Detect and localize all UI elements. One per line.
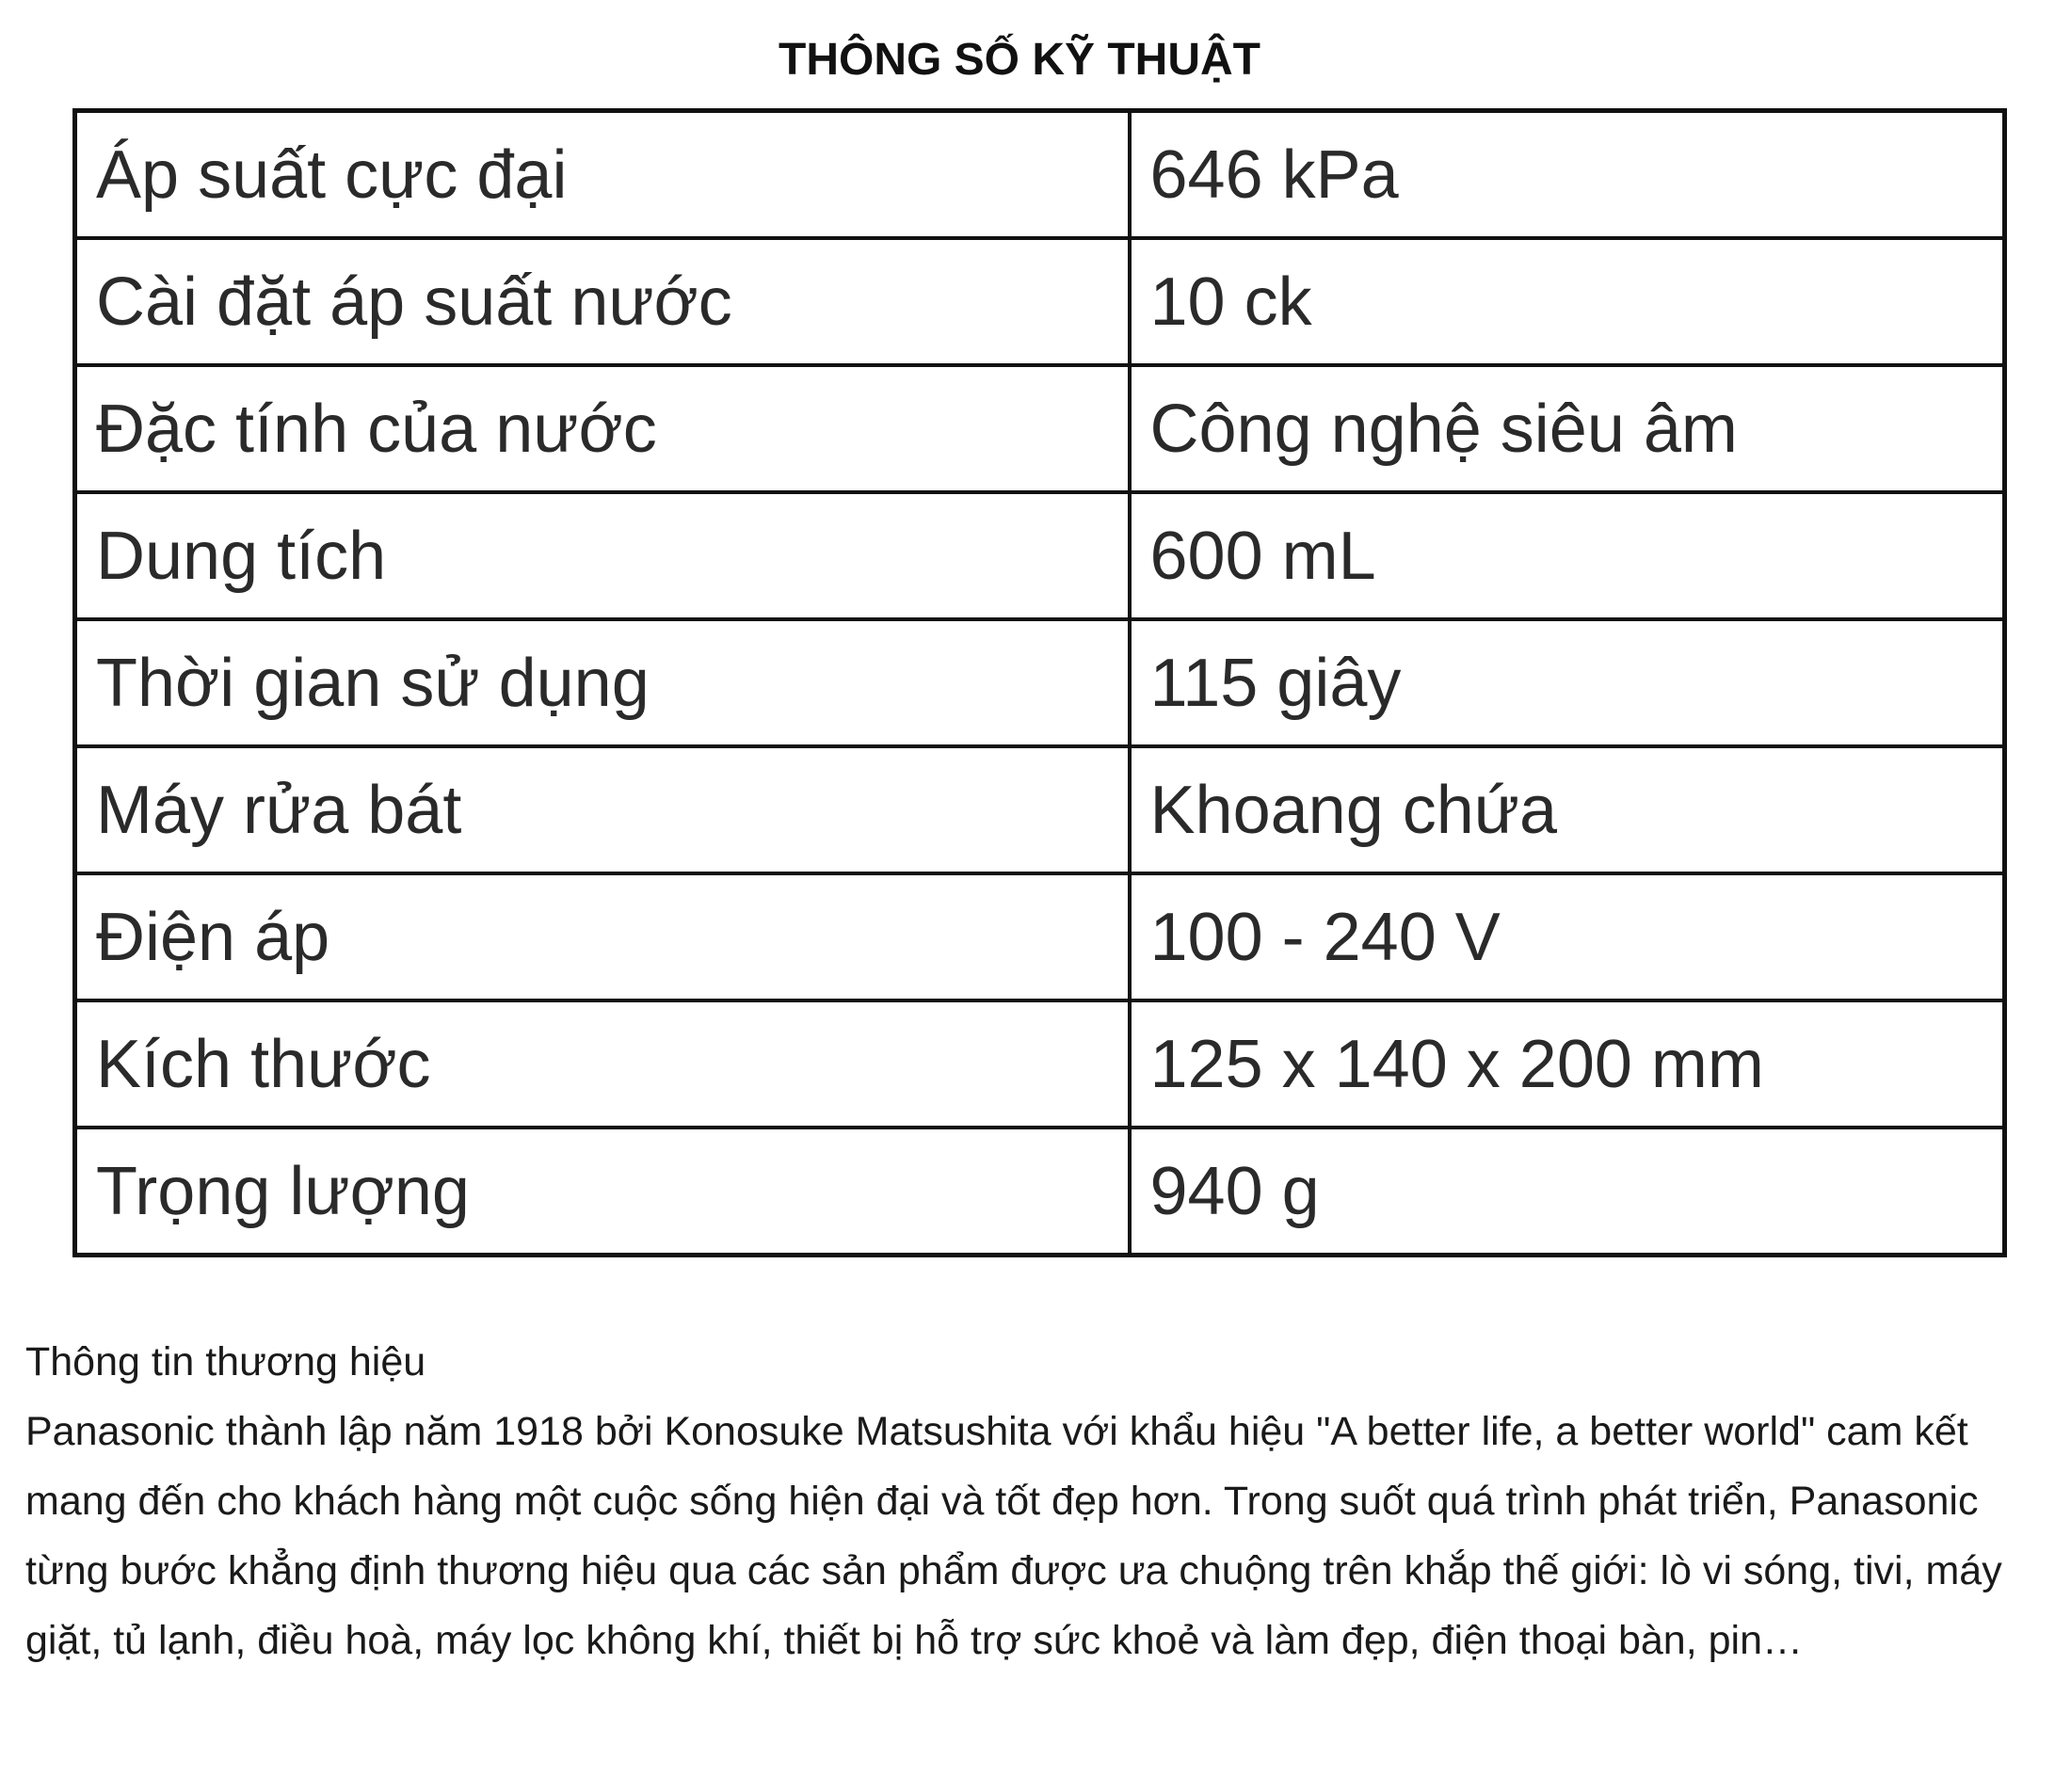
brand-info-section bbox=[25, 1327, 2049, 1675]
table-row bbox=[75, 238, 2005, 365]
spec-label: Cài đặt áp suất nước bbox=[75, 238, 1130, 365]
table-row bbox=[75, 492, 2005, 619]
table-row bbox=[75, 873, 2005, 1000]
spec-value: Công nghệ siêu âm bbox=[1130, 365, 2005, 492]
spec-label: Máy rửa bát bbox=[75, 746, 1130, 873]
spec-value: 115 giây bbox=[1130, 619, 2005, 746]
spec-value: 100 - 240 V bbox=[1130, 873, 2005, 1000]
spec-value: 125 x 140 x 200 mm bbox=[1130, 1000, 2005, 1128]
brand-heading: Thông tin thương hiệu bbox=[25, 1339, 426, 1384]
spec-value: 600 mL bbox=[1130, 492, 2005, 619]
table-row bbox=[75, 619, 2005, 746]
spec-table bbox=[72, 108, 2007, 1257]
spec-label: Dung tích bbox=[75, 492, 1130, 619]
table-row bbox=[75, 111, 2005, 239]
table-row bbox=[75, 746, 2005, 873]
spec-value: 940 g bbox=[1130, 1128, 2005, 1256]
spec-label: Đặc tính của nước bbox=[75, 365, 1130, 492]
spec-value: 646 kPa bbox=[1130, 111, 2005, 239]
spec-value: 10 ck bbox=[1130, 238, 2005, 365]
spec-label: Điện áp bbox=[75, 873, 1130, 1000]
table-row bbox=[75, 1128, 2005, 1256]
page-title: THÔNG SỐ KỸ THUẬT bbox=[779, 35, 1260, 85]
table-row bbox=[75, 1000, 2005, 1128]
spec-label: Kích thước bbox=[75, 1000, 1130, 1128]
spec-value: Khoang chứa bbox=[1130, 746, 2005, 873]
spec-label: Áp suất cực đại bbox=[75, 111, 1130, 239]
table-row bbox=[75, 365, 2005, 492]
brand-description: Panasonic thành lập năm 1918 bởi Konosuke Matsushita với khẩu hiệu "A better life, a better world" cam kết mang đến cho khách hàng một cuộc sống hiện đại và tốt đẹp hơn. Trong suốt quá trình phát triển, Panasonic từng bước khẳng định thương hiệu qua các sản phẩm được ưa chuộng trên khắp thế giới: lò vi sóng, tivi, máy giặt, tủ lạnh, điều hoà, máy lọc không khí, thiết bị hỗ trợ sức khoẻ và làm đẹp, điện thoại bàn, pin… bbox=[25, 1409, 2002, 1663]
spec-label: Trọng lượng bbox=[75, 1128, 1130, 1256]
spec-label: Thời gian sử dụng bbox=[75, 619, 1130, 746]
